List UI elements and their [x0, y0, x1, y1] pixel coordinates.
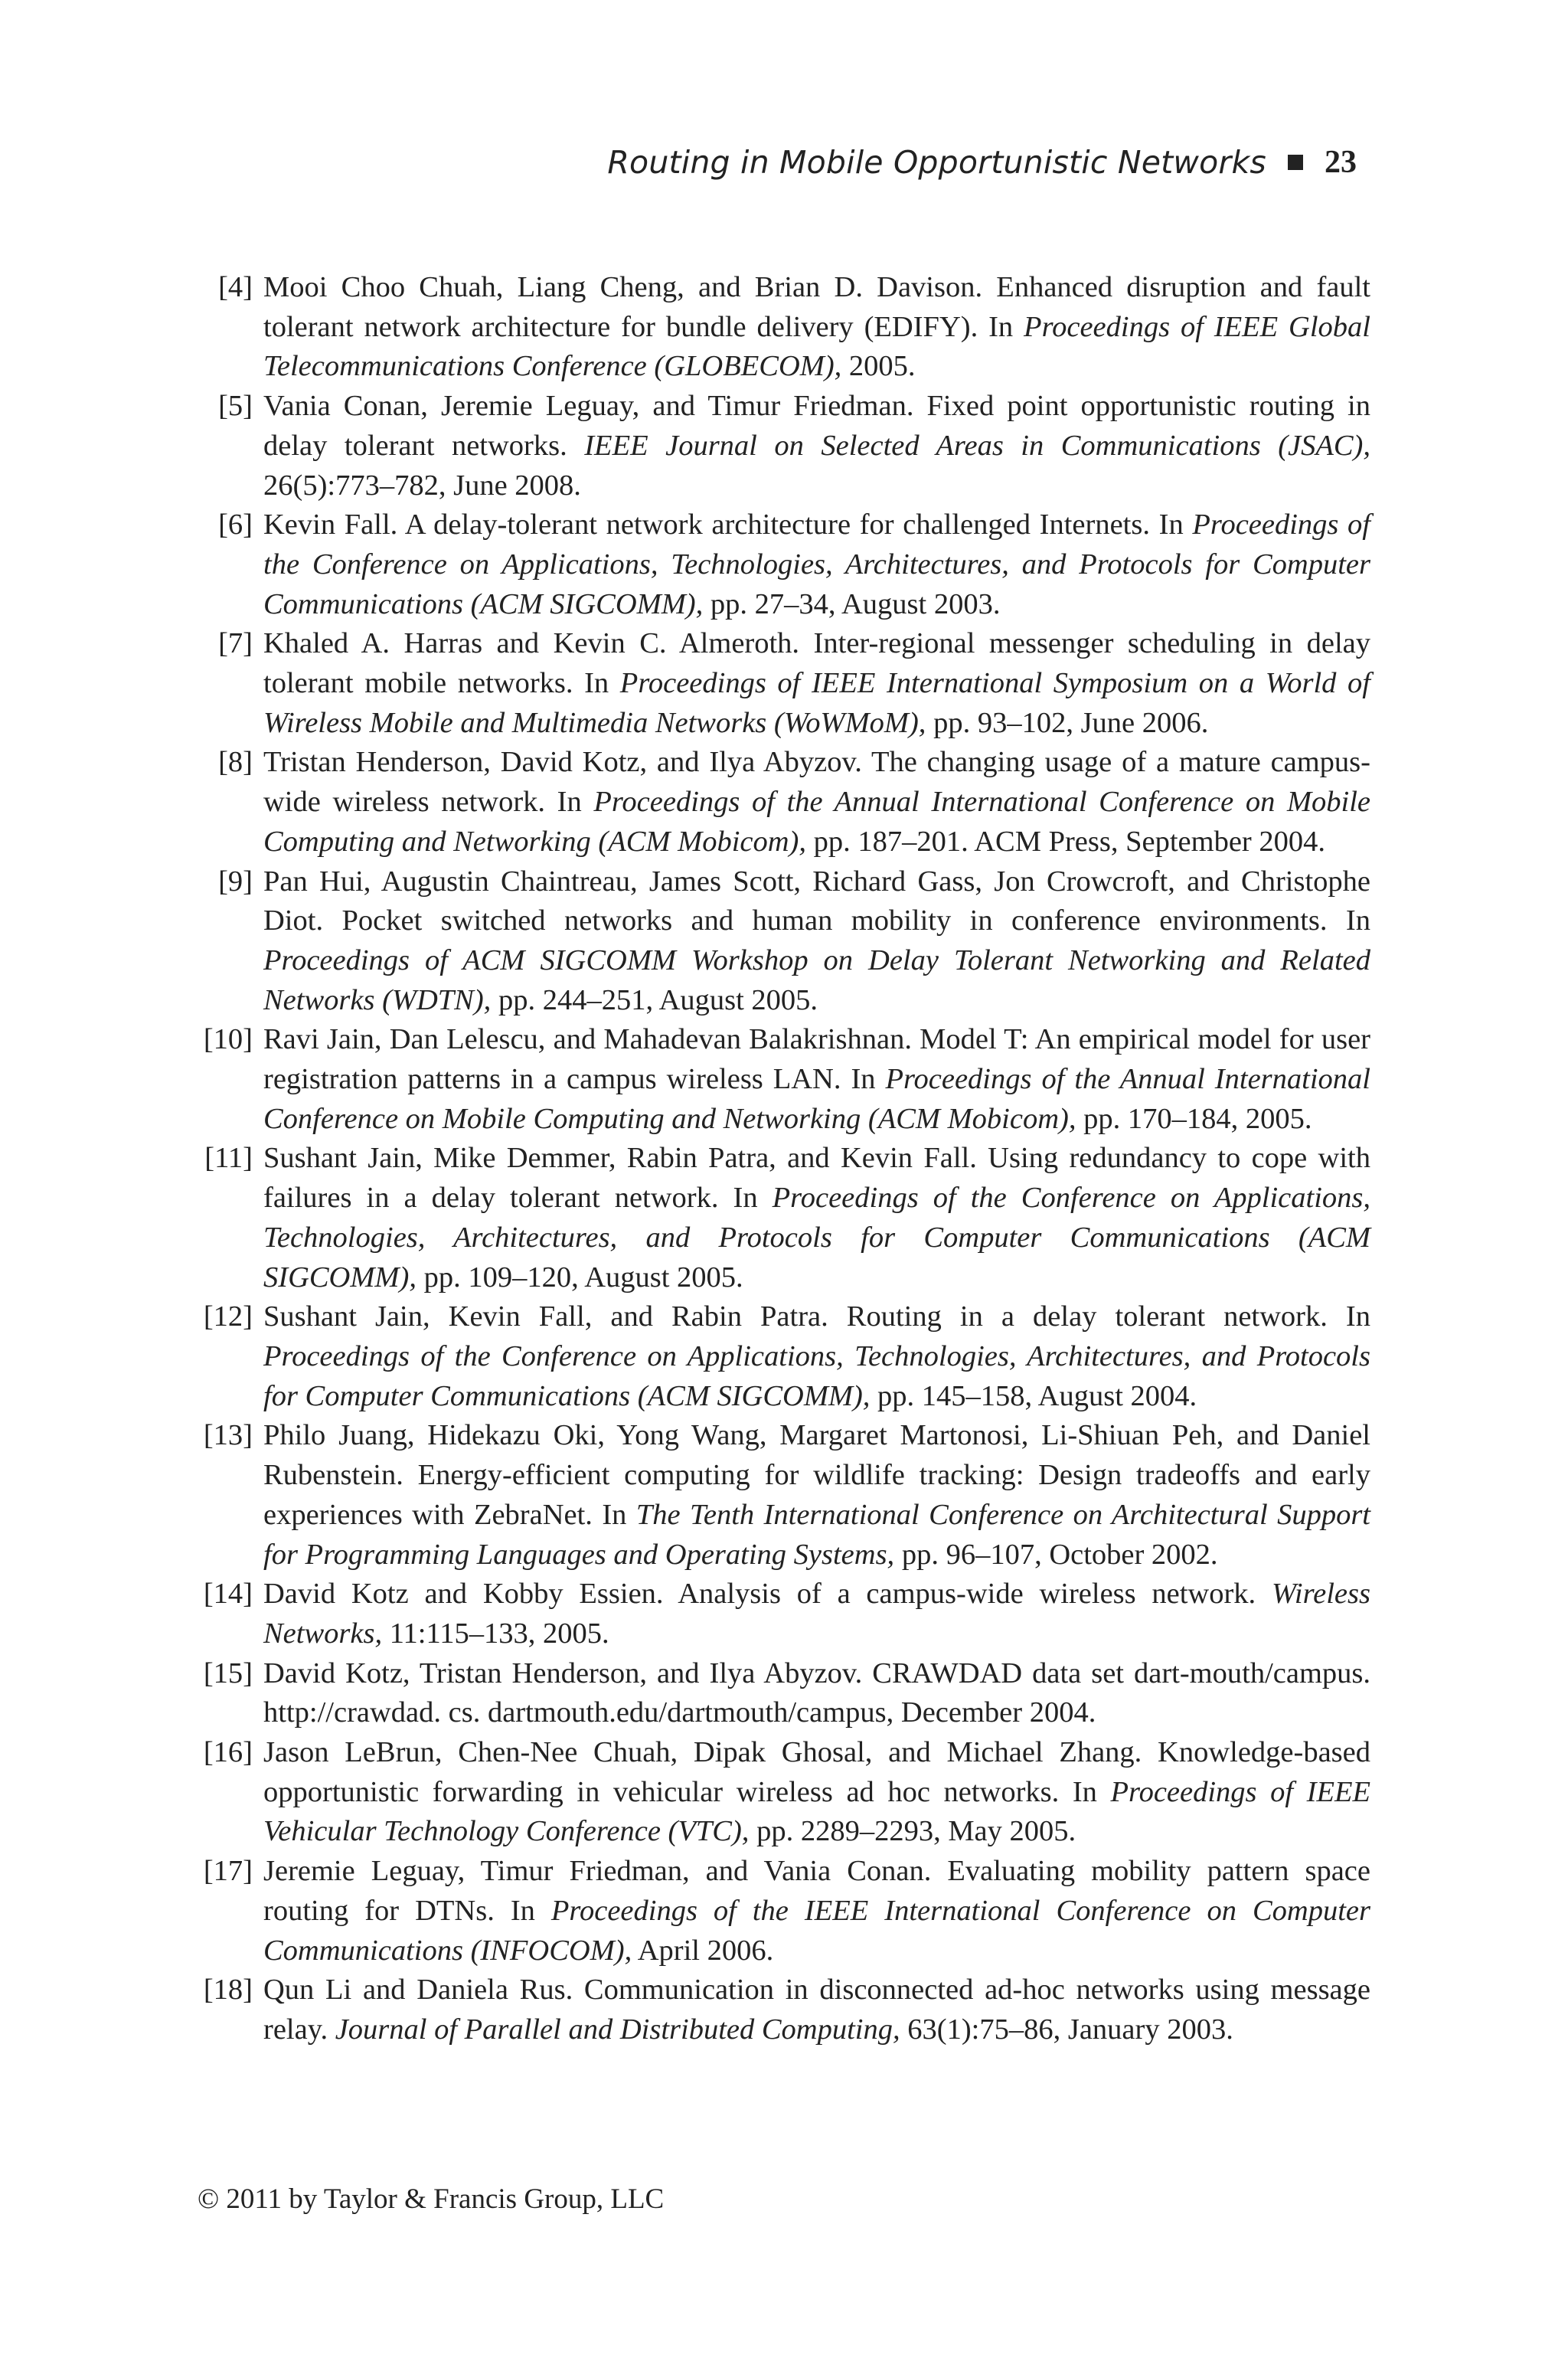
reference-segment: Sushant Jain, Kevin Fall, and Rabin Patra. Routing in a delay tolerant network. In [263, 1300, 1370, 1333]
reference-text [263, 746, 1370, 857]
reference-item [198, 1654, 1370, 1733]
reference-number: [13] [203, 1419, 253, 1452]
reference-segment: pp. 2289–2293, May 2005. [749, 1815, 1076, 1848]
reference-item [198, 1139, 1370, 1297]
reference-number: [16] [203, 1736, 253, 1769]
reference-venue: Proceedings of the Conference on Applications, Technologies, Architectures, and Protocols for Computer Communications (ACM SIGCOMM), [263, 1339, 1370, 1412]
reference-number: [6] [218, 509, 253, 541]
reference-text [263, 390, 1370, 501]
reference-text [263, 627, 1370, 738]
reference-number: [15] [203, 1657, 253, 1689]
reference-segment: pp. 93–102, June 2006. [926, 706, 1209, 739]
reference-venue: Proceedings of the Conference on Applications, Technologies, Architectures, and Protocols for Computer Communications (ACM SIGCOMM), [263, 509, 1370, 620]
reference-segment: Khaled A. Harras and Kevin C. Almeroth. Inter-regional messenger scheduling in delay tolerant mobile networks. In [263, 627, 1370, 700]
reference-segment: pp. 27–34, August 2003. [703, 587, 1001, 620]
reference-segment: Kevin Fall. A delay-tolerant network architecture for challenged Internets. In [263, 509, 1193, 541]
reference-segment: Qun Li and Daniela Rus. Communication in disconnected ad-hoc networks using message relay. [263, 1974, 1370, 2046]
reference-text [263, 1578, 1370, 1650]
reference-segment: Ravi Jain, Dan Lelescu, and Mahadevan Balakrishnan. Model T: An empirical model for user registration patterns in a campus wireless LAN. In [263, 1023, 1370, 1096]
reference-segment: April 2006. [632, 1934, 774, 1967]
reference-venue: The Tenth International Conference on Architectural Support for Programming Languages and Operating Systems, [263, 1498, 1370, 1571]
reference-item [198, 505, 1370, 624]
reference-venue: Proceedings of IEEE Global Telecommunications Conference (GLOBECOM), [263, 310, 1370, 383]
reference-segment: Tristan Henderson, David Kotz, and Ilya Abyzov. The changing usage of a mature campus-wide wireless network. In [263, 746, 1370, 819]
reference-item [198, 743, 1370, 862]
reference-item [198, 862, 1370, 1021]
reference-text [263, 1300, 1370, 1411]
reference-venue: Proceedings of IEEE Vehicular Technology Conference (VTC), [263, 1775, 1371, 1848]
reference-segment: David Kotz, Tristan Henderson, and Ilya Abyzov. CRAWDAD data set dart-mouth/campus. http://crawdad. cs. dartmouth.edu/dartmouth/campus, December 2004. [263, 1657, 1370, 1729]
reference-number: [10] [203, 1023, 253, 1056]
reference-segment: pp. 170–184, 2005. [1076, 1102, 1312, 1135]
reference-number: [17] [203, 1855, 253, 1888]
reference-item [198, 387, 1370, 505]
reference-segment: Philo Juang, Hidekazu Oki, Yong Wang, Margaret Martonosi, Li-Shiuan Peh, and Daniel Rubenstein. Energy-efficient computing for wildlife tracking: Design tradeoffs and early experiences with ZebraNet. In [263, 1419, 1370, 1531]
reference-venue: Proceedings of the Annual International Conference on Mobile Computing and Networking (ACM Mobicom), [263, 786, 1371, 858]
running-header [607, 139, 1357, 185]
reference-item [198, 1733, 1370, 1852]
reference-number: [4] [218, 271, 253, 303]
reference-number: [14] [203, 1578, 253, 1611]
reference-item [198, 1020, 1370, 1139]
reference-number: [18] [203, 1974, 253, 2007]
reference-text [263, 1657, 1370, 1729]
reference-text [263, 1419, 1370, 1570]
reference-segment: pp. 145–158, August 2004. [870, 1379, 1197, 1412]
reference-segment: 11:115–133, 2005. [382, 1617, 609, 1650]
reference-list [198, 268, 1370, 2050]
reference-segment: pp. 244–251, August 2005. [491, 983, 818, 1016]
reference-item [198, 624, 1370, 743]
reference-text [263, 1736, 1370, 1847]
reference-segment: Mooi Choo Chuah, Liang Cheng, and Brian D. Davison. Enhanced disruption and fault tolerant network architecture for bundle delivery (EDIFY). In [263, 271, 1370, 343]
reference-item [198, 1971, 1370, 2049]
reference-number: [11] [204, 1142, 253, 1175]
reference-segment: 2005. [841, 350, 916, 383]
reference-text [263, 1855, 1370, 1966]
reference-segment: 26(5):773–782, June 2008. [263, 469, 581, 502]
reference-venue: Proceedings of ACM SIGCOMM Workshop on Delay Tolerant Networking and Related Networks (WDTN), [263, 944, 1370, 1016]
reference-segment: David Kotz and Kobby Essien. Analysis of a campus-wide wireless network. [263, 1578, 1272, 1611]
reference-item [198, 1416, 1370, 1575]
reference-segment: pp. 96–107, October 2002. [894, 1538, 1218, 1571]
reference-segment: Vania Conan, Jeremie Leguay, and Timur Friedman. Fixed point opportunistic routing in delay tolerant networks. [263, 390, 1370, 462]
reference-text [263, 865, 1370, 1016]
square-bullet-icon [1288, 155, 1303, 170]
reference-venue: Proceedings of the Conference on Applications, Technologies, Architectures, and Protocols for Computer Communications (ACM SIGCOMM), [263, 1182, 1370, 1294]
reference-number: [9] [218, 865, 253, 898]
reference-text [263, 271, 1370, 382]
reference-segment: 63(1):75–86, January 2003. [900, 2013, 1233, 2046]
reference-text [263, 509, 1370, 620]
page-number: 23 [1325, 145, 1357, 180]
reference-text [263, 1142, 1370, 1293]
reference-segment: Pan Hui, Augustin Chaintreau, James Scott, Richard Gass, Jon Crowcroft, and Christophe Diot. Pocket switched networks and human mobility in conference environments. In [263, 865, 1370, 937]
reference-venue: Proceedings of IEEE International Symposium on a World of Wireless Mobile and Multimedia Networks (WoWMoM), [263, 667, 1370, 739]
reference-venue: IEEE Journal on Selected Areas in Communications (JSAC), [584, 429, 1371, 462]
reference-text [263, 1974, 1370, 2046]
reference-number: [7] [218, 627, 253, 660]
running-title: Routing in Mobile Opportunistic Networks [607, 144, 1266, 181]
reference-item [198, 268, 1370, 387]
reference-segment: Jason LeBrun, Chen-Nee Chuah, Dipak Ghosal, and Michael Zhang. Knowledge-based opportunistic forwarding in vehicular wireless ad hoc networks. In [263, 1736, 1370, 1808]
reference-venue: Proceedings of the IEEE International Conference on Computer Communications (INFOCOM), [263, 1894, 1370, 1967]
reference-venue: Proceedings of the Annual International Conference on Mobile Computing and Networking (ACM Mobicom), [263, 1063, 1370, 1135]
reference-segment: pp. 187–201. ACM Press, September 2004. [805, 825, 1326, 858]
reference-number: [12] [203, 1300, 253, 1333]
reference-venue: Wireless Networks, [263, 1578, 1370, 1650]
reference-item [198, 1852, 1370, 1971]
reference-segment: Jeremie Leguay, Timur Friedman, and Vania Conan. Evaluating mobility pattern space routing for DTNs. In [263, 1855, 1370, 1927]
reference-number: [5] [218, 390, 253, 423]
reference-venue: Journal of Parallel and Distributed Computing, [335, 2013, 900, 2046]
reference-text [263, 1023, 1370, 1134]
reference-number: [8] [218, 746, 253, 779]
reference-item [198, 1297, 1370, 1416]
reference-segment: pp. 109–120, August 2005. [416, 1261, 743, 1294]
copyright-notice: © 2011 by Taylor & Francis Group, LLC [198, 2183, 665, 2215]
reference-segment: Sushant Jain, Mike Demmer, Rabin Patra, and Kevin Fall. Using redundancy to cope with failures in a delay tolerant network. In [263, 1142, 1370, 1215]
reference-item [198, 1575, 1370, 1653]
